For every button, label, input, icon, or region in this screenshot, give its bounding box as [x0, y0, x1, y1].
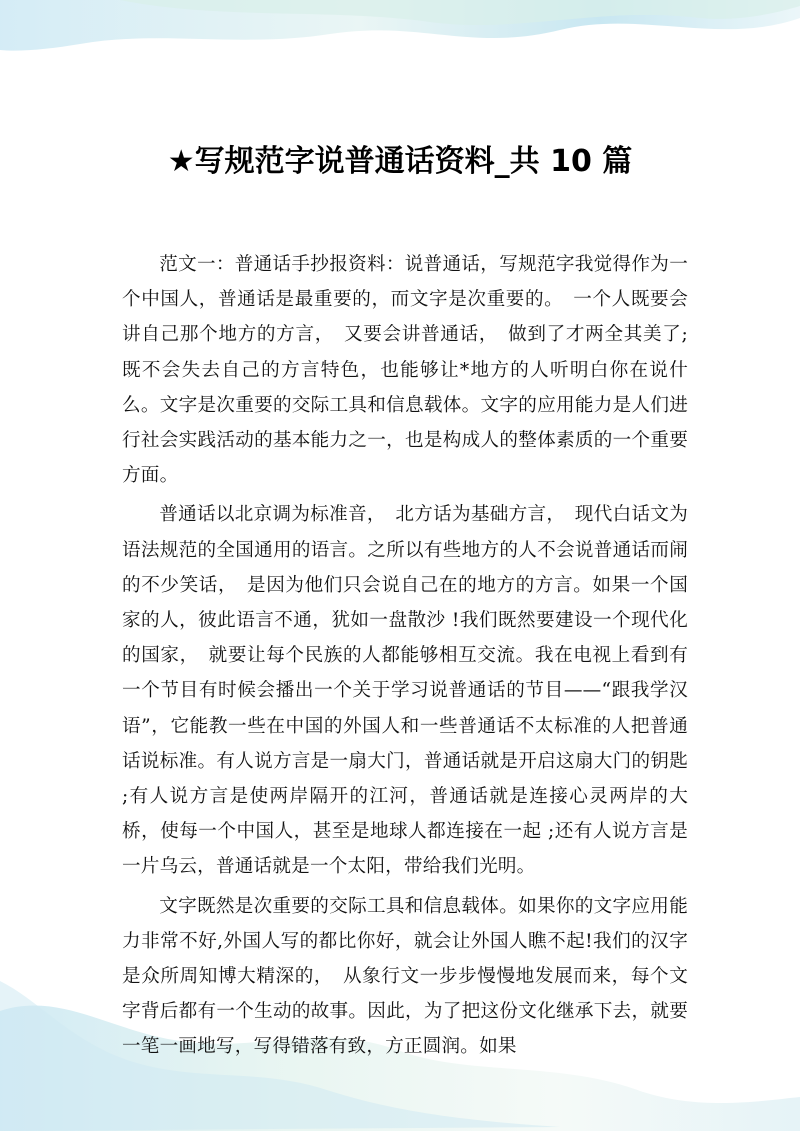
paragraph-1: 范文一：普通话手抄报资料：说普通话，写规范字我觉得作为一个中国人，普通话是最重要的，而文字是次重要的。 一个人既要会讲自己那个地方的方言， 又要会讲普通话， 做到了才两全其美了;既不会失去自己的方言特色，也能够让*地方的人听明白你在说什么。文字是次重要的交际工具和信息载体。文字的应用能力是人们进行社会实践活动的基本能力之一，也是构成人的整体素质的一个重要方面。 [122, 254, 688, 487]
paragraph-3: 文字既然是次重要的交际工具和信息载体。如果你的文字应用能力非常不好,外国人写的都比你好，就会让外国人瞧不起!我们的汉字是众所周知博大精深的， 从象行文一步步慢慢地发展而来，每个文字背后都有一个生动的故事。因此，为了把这份文化继承下去，就要一笔一画地写，写得错落有致，方正圆润。如果 [122, 895, 688, 1058]
document-body [122, 247, 688, 1069]
paragraph-2: 普通话以北京调为标准音， 北方话为基础方言， 现代白话文为语法规范的全国通用的语言。之所以有些地方的人不会说普通话而闹的不少笑话， 是因为他们只会说自己在的地方的方言。如果一个国家的人，彼此语言不通，犹如一盘散沙 !我们既然要建设一个现代化的国家， 就要让每个民族的人都能够相互交流。我在电视上看到有一个节目有时候会播出一个关于学习说普通话的节目——“跟我学汉语”，它能教一些在中国的外国人和一些普通话不太标准的人把普通话说标准。有人说方言是一扇大门，普通话就是开启这扇大门的钥匙 ;有人说方言是使两岸隔开的江河，普通话就是连接心灵两岸的大桥，使每一个中国人，甚至是地球人都连接在一起 ;还有人说方言是一片乌云，普通话就是一个太阳，带给我们光明。 [122, 504, 688, 878]
document-title: ★写规范字说普通话资料_共 10 篇 [167, 144, 633, 179]
